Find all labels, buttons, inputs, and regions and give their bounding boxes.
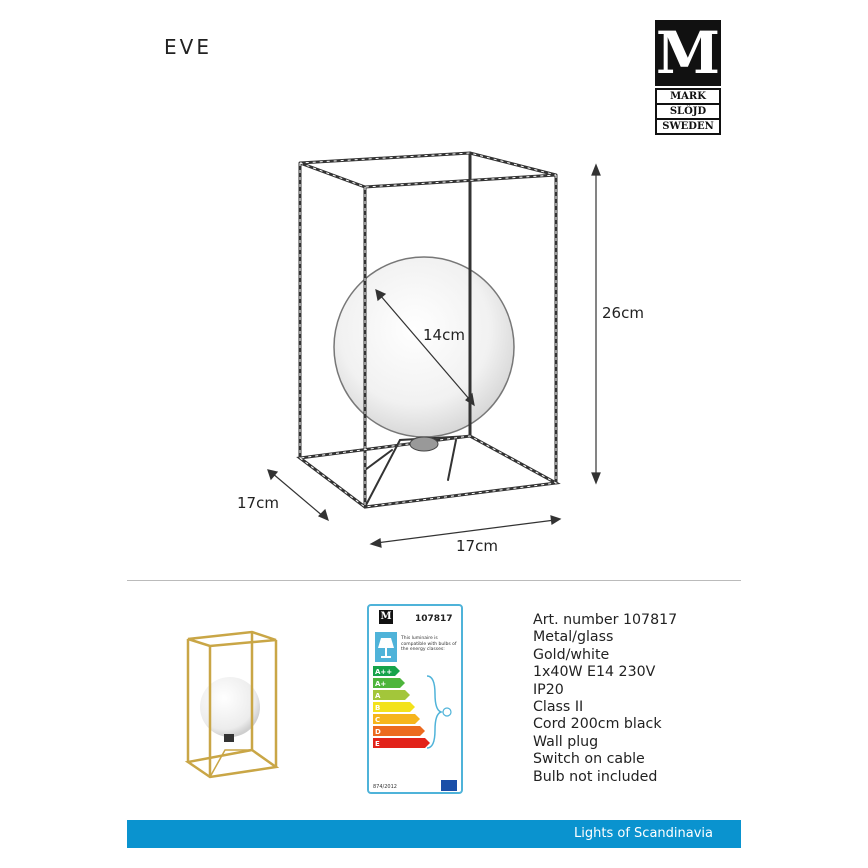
spec-article-number: Art. number 107817 xyxy=(533,612,678,628)
dimension-width: 17cm xyxy=(456,537,498,555)
energy-class-label: E xyxy=(375,740,380,748)
energy-label xyxy=(367,604,463,794)
spec-bulb: 1x40W E14 230V xyxy=(533,664,656,681)
energy-class-bar xyxy=(373,738,430,748)
lamp-icon xyxy=(375,632,397,662)
energy-class-label: C xyxy=(375,716,381,724)
spec-switch: Switch on cable xyxy=(533,751,645,768)
bulb-icon xyxy=(425,674,455,750)
logo-letter: M xyxy=(655,19,721,87)
logo-line-sweden: SWEDEN xyxy=(655,118,721,135)
energy-label-regulation: 874/2012 xyxy=(373,784,397,790)
energy-label-note: This luminaire is compatible with bulbs of the energy classes: xyxy=(401,636,457,652)
spec-color: Gold/white xyxy=(533,646,610,663)
socket-shape xyxy=(410,437,438,451)
eu-flag-icon xyxy=(441,780,457,791)
energy-class-label: A xyxy=(375,692,381,700)
product-photo xyxy=(180,622,290,782)
product-title: EVE xyxy=(164,35,212,59)
energy-class-label: B xyxy=(375,704,381,712)
energy-class-label: D xyxy=(375,728,381,736)
spec-plug: Wall plug xyxy=(533,733,599,750)
logo-line-slojd: SLÖJD xyxy=(655,103,721,120)
dimension-depth: 17cm xyxy=(237,494,279,512)
section-divider xyxy=(127,580,741,581)
spec-list xyxy=(533,612,677,786)
dimension-height: 26cm xyxy=(602,304,644,322)
energy-class-label: A+ xyxy=(375,680,387,688)
footer-tagline: Lights of Scandinavia xyxy=(574,826,713,841)
logo-line-mark: MARK xyxy=(655,88,721,105)
energy-label-article: 107817 xyxy=(415,614,453,624)
dimension-globe: 14cm xyxy=(423,326,465,344)
spec-cord: Cord 200cm black xyxy=(533,716,662,733)
spec-bulb-note: Bulb not included xyxy=(533,768,658,785)
energy-class-label: A++ xyxy=(375,668,393,676)
footer-bar xyxy=(127,820,741,848)
energy-label-logo: M xyxy=(380,611,392,622)
spec-ip-rating: IP20 xyxy=(533,681,564,698)
spec-class: Class II xyxy=(533,699,584,716)
spec-material: Metal/glass xyxy=(533,629,614,646)
